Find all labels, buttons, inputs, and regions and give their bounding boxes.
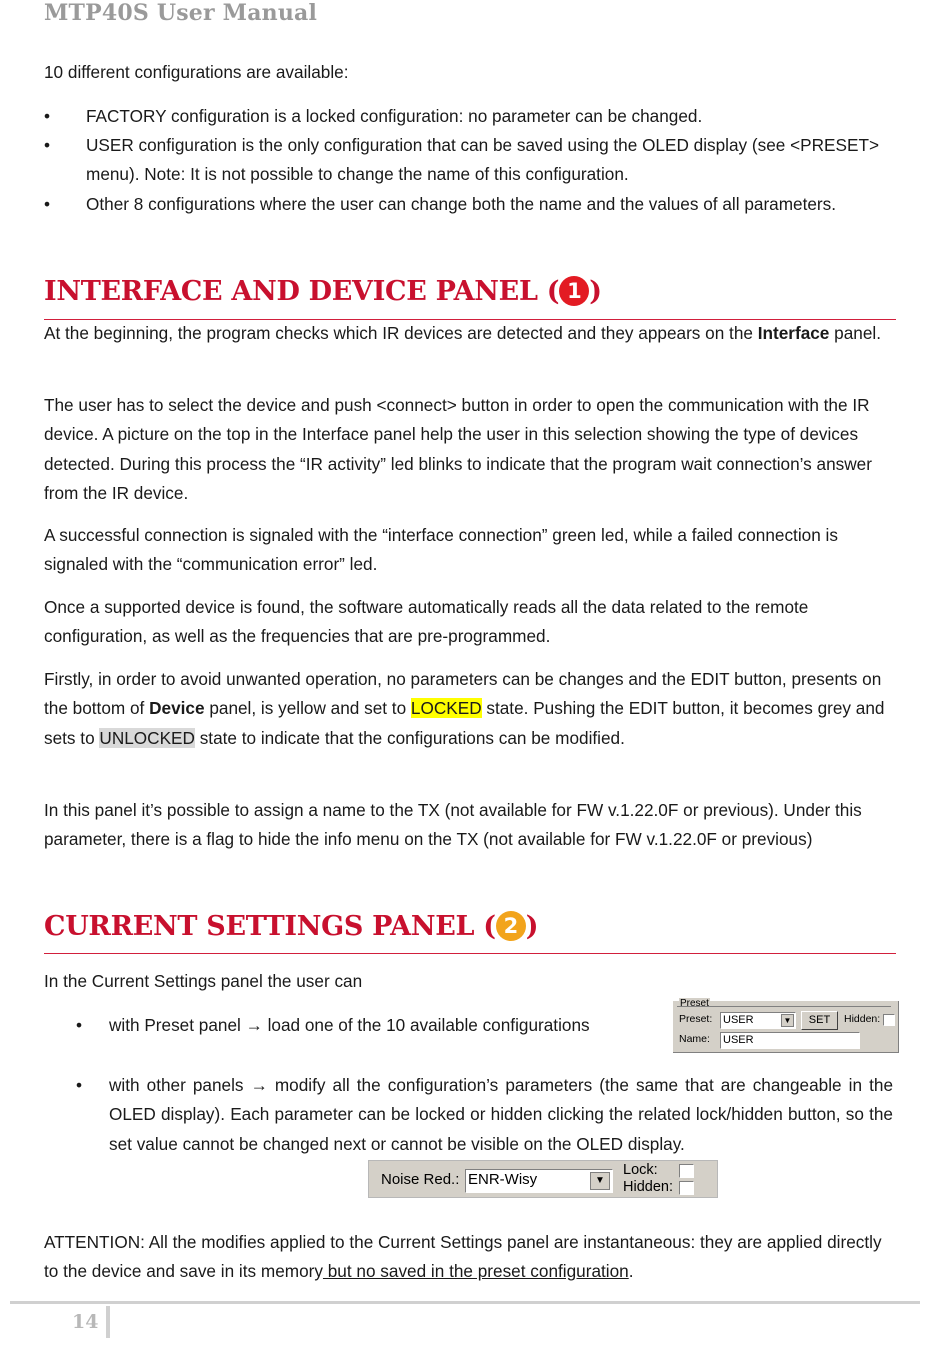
text-run: panel. bbox=[829, 323, 881, 343]
section1-paragraph-3: A successful connection is signaled with the “interface connection” green led, while a failed connection is signaled with the “communication error” led. bbox=[44, 525, 838, 575]
section1-paragraph-6: In this panel it’s possible to assign a name to the TX (not available for FW v.1.22.0F or previous). Under this parameter, there is a flag to hide the info menu on the TX (not available for FW v.1.22.0F or previous) bbox=[44, 800, 862, 850]
document-header-title: MTP40S User Manual bbox=[44, 0, 318, 26]
preset-select-value: USER bbox=[723, 1014, 754, 1026]
bullet-text: with Preset panel → load one of the 10 available configurations bbox=[109, 1015, 590, 1035]
lock-label: Lock: bbox=[623, 1162, 658, 1178]
page-number-bar bbox=[106, 1306, 110, 1338]
text-run: ATTENTION: All the modifies applied to the Current Settings panel are instantaneous: they are applied directly to the device and save in its memory bbox=[44, 1232, 882, 1282]
name-label: Name: bbox=[679, 1033, 710, 1045]
section2-lead: In the Current Settings panel the user can bbox=[44, 971, 363, 991]
text-run: Firstly, in order to avoid unwanted operation, no parameters can be changes and the EDIT button, presents on the bottom of bbox=[44, 669, 882, 719]
locked-state-highlight: LOCKED bbox=[410, 698, 482, 719]
section-title-text: CURRENT SETTINGS PANEL ( bbox=[44, 911, 496, 942]
section-title-close: ) bbox=[589, 276, 602, 307]
noise-label: Noise Red.: bbox=[381, 1171, 460, 1188]
text-run: At the beginning, the program checks which IR devices are detected and they appears on the bbox=[44, 323, 758, 343]
section-divider bbox=[44, 953, 896, 954]
bullet-glyph: • bbox=[44, 194, 51, 214]
footer-rule bbox=[10, 1301, 920, 1304]
bullet-glyph: • bbox=[76, 1015, 83, 1035]
noise-select-value: ENR-Wisy bbox=[468, 1171, 538, 1188]
intro-bullet-2 bbox=[44, 131, 894, 191]
bullet-text: with other panels → modify all the configuration’s parameters (the same that are changeable in the OLED display). Each parameter can be locked or hidden clicking the related lock/hidden button, so the set value cannot be changed next or cannot be visible on the OLED display. bbox=[109, 1075, 893, 1154]
bullet-text: Other 8 configurations where the user can change both the name and the values of all parameters. bbox=[86, 194, 837, 214]
intro-bullet-3 bbox=[44, 190, 894, 250]
attention-paragraph bbox=[44, 1228, 894, 1287]
group-border bbox=[677, 1006, 891, 1007]
preset-label: Preset: bbox=[679, 1013, 713, 1025]
lock-checkbox[interactable] bbox=[679, 1164, 694, 1178]
underlined-run: but no saved in the preset configuration bbox=[322, 1261, 629, 1282]
section1-paragraph-2: The user has to select the device and push <connect> button in order to open the communication with the IR device. A picture on the top in the Interface panel help the user in this selection showing the type of devices detected. During this process the “IR activity” led blinks to indicate that the program wait connection’s answer from the IR device. bbox=[44, 395, 872, 503]
preset-select[interactable] bbox=[720, 1012, 796, 1029]
hidden-checkbox[interactable] bbox=[883, 1014, 895, 1026]
text-run: . bbox=[628, 1261, 634, 1282]
text-run: state to indicate that the configurations can be modified. bbox=[194, 727, 625, 748]
chevron-down-icon[interactable]: ▼ bbox=[781, 1014, 794, 1027]
page-number: 14 bbox=[72, 1311, 99, 1333]
section-title-interface-device bbox=[44, 276, 602, 307]
bullet-glyph: • bbox=[44, 135, 51, 155]
section-title-close: ) bbox=[525, 911, 539, 942]
hidden-label: Hidden: bbox=[623, 1179, 673, 1195]
name-input[interactable]: USER bbox=[720, 1032, 860, 1049]
bold-run: Device bbox=[149, 698, 205, 719]
bullet-text: FACTORY configuration is a locked configuration: no parameter can be changed. bbox=[86, 106, 703, 126]
number-badge-icon: 1 bbox=[559, 276, 589, 306]
section1-paragraph-5 bbox=[44, 665, 894, 753]
number-badge-icon: 2 bbox=[496, 911, 526, 941]
intro-bullet-1 bbox=[44, 102, 894, 132]
bullet-glyph: • bbox=[76, 1075, 83, 1095]
bold-run: Interface bbox=[757, 323, 830, 343]
intro-lead: 10 different configurations are available: bbox=[44, 62, 349, 82]
bullet-glyph: • bbox=[44, 106, 51, 126]
noise-select[interactable] bbox=[465, 1169, 613, 1193]
section1-paragraph-4: Once a supported device is found, the software automatically reads all the data related to the remote configuration, as well as the frequencies that are pre-programmed. bbox=[44, 597, 809, 647]
hidden-checkbox[interactable] bbox=[679, 1181, 694, 1195]
preset-panel-screenshot bbox=[672, 1000, 900, 1054]
chevron-down-icon[interactable]: ▼ bbox=[590, 1172, 610, 1190]
bullet-text: USER configuration is the only configuration that can be saved using the OLED display (see <PRESET> menu). Note: It is not possible to change the name of this configuration. bbox=[86, 135, 879, 185]
text-run: panel, is yellow and set to bbox=[204, 698, 411, 719]
section-title-text: INTERFACE AND DEVICE PANEL ( bbox=[44, 276, 560, 307]
section-title-current-settings bbox=[44, 911, 538, 942]
hidden-label: Hidden: bbox=[844, 1013, 881, 1025]
noise-reduction-screenshot bbox=[368, 1160, 718, 1198]
text-run: state. Pushing the EDIT button, it becomes grey and sets to bbox=[44, 698, 885, 748]
preset-group-label: Preset bbox=[680, 998, 709, 1009]
section1-paragraph-1 bbox=[44, 319, 894, 348]
set-button[interactable]: SET bbox=[801, 1011, 838, 1030]
unlocked-state-highlight: UNLOCKED bbox=[99, 727, 195, 748]
